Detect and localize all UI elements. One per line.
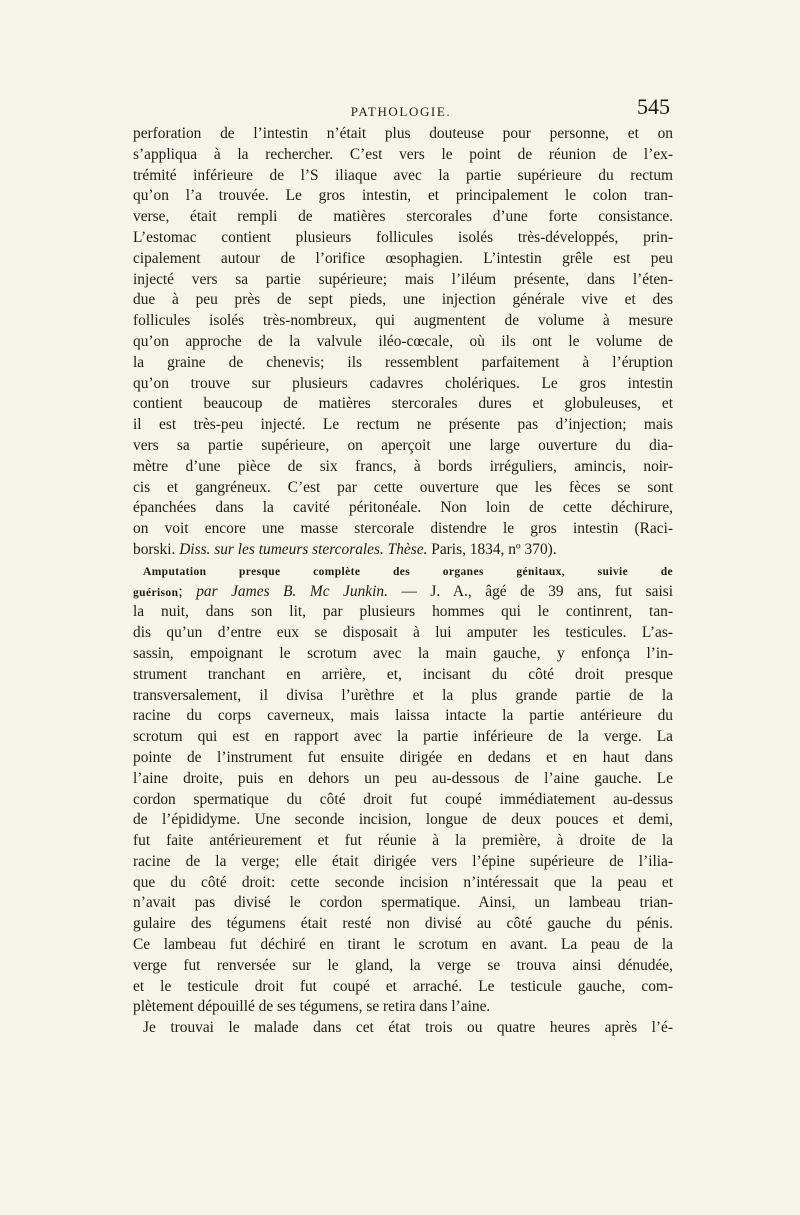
text-segment: de l’épididyme. Une seconde incision, longue de deux pouces et demi, [133, 811, 673, 829]
text-segment: L’estomac contient plusieurs follicules isolés très-développés, prin- [133, 228, 673, 246]
text-line [133, 727, 673, 748]
text-line [133, 1018, 673, 1039]
text-segment: scrotum qui est en rapport avec la partie inférieure de la verge. La [133, 728, 673, 746]
text-segment: contient beaucoup de matières stercorales dures et globuleuses, et [133, 395, 673, 413]
text-line [133, 748, 673, 769]
text-line [133, 166, 673, 187]
text-line [133, 436, 673, 457]
text-segment: verse, était rempli de matières stercorales d’une forte consistance. [133, 208, 673, 226]
text-segment: gulaire des tégumens était resté non divisé au côté gauche du pénis. [133, 915, 673, 933]
text-segment: et le testicule droit fut coupé et arraché. Le testicule gauche, com- [133, 977, 673, 995]
text-segment: n’avait pas divisé le cordon spermatique. Ainsi, un lambeau trian- [133, 894, 673, 912]
text-line [133, 852, 673, 873]
text-segment: borski. [133, 540, 180, 558]
text-segment: qu’on approche de la valvule iléo-cœcale, où ils ont le volume de [133, 332, 673, 350]
text-segment: ; [178, 582, 197, 600]
text-line [133, 686, 673, 707]
text-segment: il est très-peu injecté. Le rectum ne présente pas d’injection; mais [133, 416, 673, 434]
text-line [133, 145, 673, 166]
text-line [133, 394, 673, 415]
text-segment: Diss. sur les tumeurs stercorales. Thèse. [179, 540, 428, 558]
text-segment: Paris, 1834, nº 370). [427, 540, 557, 558]
text-segment: injecté vers sa partie supérieure; mais l’iléum présente, dans l’éten- [133, 270, 673, 288]
text-line [133, 498, 673, 519]
text-line [133, 311, 673, 332]
text-segment: — J. A., âgé de 39 ans, fut saisi [387, 582, 673, 600]
running-title: PATHOLOGIE. [350, 104, 452, 119]
text-line [133, 207, 673, 228]
text-segment: épanchées dans la cavité péritonéale. Non loin de cette déchirure, [133, 499, 673, 517]
text-line [133, 374, 673, 395]
text-segment: transversalement, il divisa l’urèthre et la plus grande partie de la [133, 686, 673, 704]
text-segment: Amputation presque complète des organes génitaux, suivie de [143, 565, 673, 578]
text-line [133, 623, 673, 644]
text-segment: cordon spermatique du côté droit fut coupé immédiatement au-dessus [133, 790, 673, 808]
text-line [133, 873, 673, 894]
text-line [133, 457, 673, 478]
text-segment: plètement dépouillé de ses tégumens, se retira dans l’aine. [133, 998, 491, 1016]
page-number: 545 [637, 94, 670, 119]
text-segment: mètre d’une pièce de six francs, à bords irréguliers, amincis, noir- [133, 457, 673, 475]
text-line [133, 665, 673, 686]
text-line [133, 519, 673, 540]
text-line [133, 790, 673, 811]
text-line [133, 893, 673, 914]
text-line [133, 644, 673, 665]
text-segment: sassin, empoignant le scrotum avec la main gauche, y enfonça l’in- [133, 644, 673, 662]
text-segment: s’appliqua à la rechercher. C’est vers le point de réunion de l’ex- [133, 145, 673, 163]
running-head [128, 94, 674, 124]
text-line [133, 228, 673, 249]
text-segment: l’aine droite, puis en dehors un peu au-dessous de l’aine gauche. Le [133, 769, 673, 787]
text-line [133, 186, 673, 207]
text-line [133, 914, 673, 935]
text-line [133, 810, 673, 831]
text-segment: on voit encore une masse stercorale distendre le gros intestin (Raci- [133, 520, 673, 538]
text-line [133, 956, 673, 977]
text-segment: Ce lambeau fut déchiré en tirant le scrotum en avant. La peau de la [133, 936, 673, 954]
text-line [133, 270, 673, 291]
text-line [133, 997, 673, 1018]
text-line [133, 540, 673, 561]
text-segment: racine de la verge; elle était dirigée vers l’épine supérieure de l’ilia- [133, 852, 673, 870]
text-segment: que du côté droit: cette seconde incision n’intéressait que la peau et [133, 873, 673, 891]
text-segment: verge fut renversée sur le gland, la verge se trouva ainsi dénudée, [133, 956, 673, 974]
text-segment: dis qu’un d’entre eux se disposait à lui amputer les testicules. L’as- [133, 624, 673, 642]
text-segment: cipalement autour de l’orifice œsophagien. L’intestin grêle est peu [133, 249, 673, 267]
text-segment: guérison [133, 586, 179, 599]
text-line [133, 582, 673, 603]
text-line [133, 249, 673, 270]
text-segment: follicules isolés très-nombreux, qui augmentent de volume à mesure [133, 312, 673, 330]
text-line [133, 332, 673, 353]
text-line [133, 935, 673, 956]
text-segment: perforation de l’intestin n’était plus douteuse pour personne, et on [133, 125, 673, 142]
text-line [133, 561, 673, 582]
text-segment: vers sa partie supérieure, on aperçoit une large ouverture du dia- [133, 436, 673, 454]
text-segment: trémité inférieure de l’S iliaque avec la partie supérieure du rectum [133, 166, 673, 184]
text-line [133, 602, 673, 623]
text-segment: la nuit, dans son lit, par plusieurs hommes qui le continrent, tan- [133, 603, 673, 621]
text-line [133, 478, 673, 499]
text-segment: par James B. Mc Junkin. [196, 582, 388, 600]
text-line [133, 706, 673, 727]
text-segment: fut faite antérieurement et fut réunie à la première, à droite de la [133, 832, 673, 850]
text-segment: la graine de chenevis; ils ressemblent parfaitement à l’éruption [133, 353, 673, 371]
text-segment: due à peu près de sept pieds, une injection générale vive et des [133, 291, 673, 309]
text-line [133, 831, 673, 852]
text-line [133, 977, 673, 998]
text-segment: cis et gangréneux. C’est par cette ouverture que les fèces se sont [133, 478, 673, 496]
text-segment: strument tranchant en arrière, et, incisant du côté droit presque [133, 665, 673, 683]
text-segment: qu’on trouve sur plusieurs cadavres cholériques. Le gros intestin [133, 374, 673, 392]
body-text [133, 124, 673, 1039]
text-segment: Je trouvai le malade dans cet état trois ou quatre heures après l’é- [143, 1019, 673, 1037]
text-line [133, 769, 673, 790]
text-line [133, 415, 673, 436]
text-line [133, 290, 673, 311]
text-segment: racine du corps caverneux, mais laissa intacte la partie antérieure du [133, 707, 673, 725]
text-line [133, 353, 673, 374]
text-line [133, 124, 673, 145]
text-segment: qu’on l’a trouvée. Le gros intestin, et principalement le colon tran- [133, 187, 673, 205]
text-segment: pointe de l’instrument fut ensuite dirigée en dedans et en haut dans [133, 748, 673, 766]
